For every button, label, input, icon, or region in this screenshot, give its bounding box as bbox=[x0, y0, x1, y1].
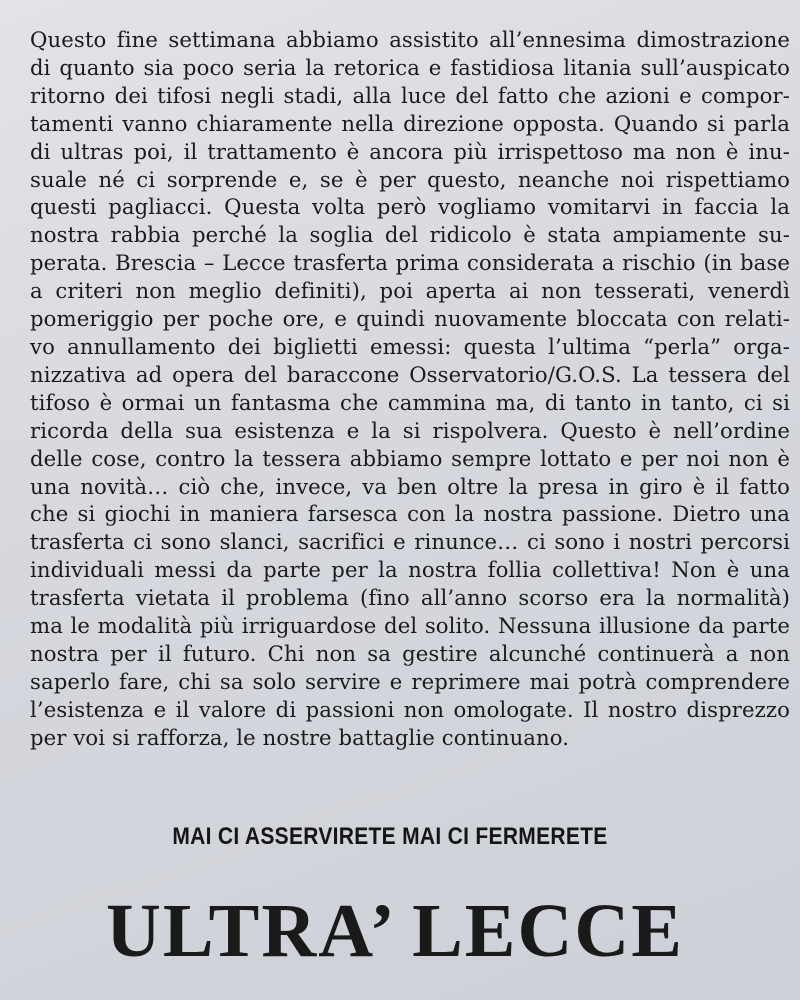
text-line: ritorno dei tifosi negli stadi, alla luce del fatto che azioni e compor- bbox=[30, 82, 790, 108]
text-line: tamenti vanno chiaramente nella direzione opposta. Quando si parla bbox=[30, 110, 790, 136]
text-line: ricorda della sua esistenza e la si rispolvera. Questo è nell’ordine bbox=[30, 417, 790, 443]
text-line: suale né ci sorprende e, se è per questo, neanche noi rispettiamo bbox=[30, 166, 790, 192]
text-line: delle cose, contro la tessera abbiamo sempre lottato e per noi non è bbox=[30, 445, 790, 471]
text-line: perata. Brescia – Lecce trasferta prima considerata a rischio (in base bbox=[30, 250, 790, 276]
text-line: trasferta vietata il problema (fino all’anno scorso era la normalità) bbox=[30, 585, 790, 611]
body-text bbox=[30, 26, 790, 752]
text-line: di ultras poi, il trattamento è ancora più irrispettoso ma non è inu- bbox=[30, 138, 790, 164]
text-line: vo annullamento dei biglietti emessi: questa l’ultima “perla” orga- bbox=[30, 333, 790, 359]
text-line: saperlo fare, chi sa solo servire e reprimere mai potrà comprendere bbox=[30, 668, 790, 694]
signature-title: ULTRA’ LECCE bbox=[106, 889, 684, 973]
text-line: pomeriggio per poche ore, e quindi nuovamente bloccata con relati- bbox=[30, 306, 790, 332]
text-line: nostra rabbia perché la soglia del ridicolo è stata ampiamente su- bbox=[30, 222, 790, 248]
text-line: nostra per il futuro. Chi non sa gestire alcunché continuerà a non bbox=[30, 640, 790, 666]
text-line: trasferta ci sono slanci, sacrifici e rinunce… ci sono i nostri percorsi bbox=[30, 529, 790, 555]
slogan-heading: MAI CI ASSERVIRETE MAI CI FERMERETE bbox=[172, 823, 608, 850]
text-line: nizzativa ad opera del baraccone Osservatorio/G.O.S. La tessera del bbox=[30, 361, 790, 387]
text-line: che si giochi in maniera farsesca con la nostra passione. Dietro una bbox=[30, 501, 790, 527]
text-line: Questo fine settimana abbiamo assistito all’ennesima dimostrazione bbox=[30, 27, 790, 52]
text-line: tifoso è ormai un fantasma che cammina ma, di tanto in tanto, ci si bbox=[30, 389, 790, 415]
text-line-last: per voi si rafforza, le nostre battaglie continuano. bbox=[30, 724, 570, 750]
text-line: una novità… ciò che, invece, va ben oltre la presa in giro è il fatto bbox=[30, 473, 790, 499]
text-line: individuali messi da parte per la nostra follia collettiva! Non è una bbox=[30, 557, 790, 583]
text-line: questi pagliacci. Questa volta però vogliamo vomitarvi in faccia la bbox=[30, 194, 790, 220]
text-line: l’esistenza e il valore di passioni non omologate. Il nostro disprezzo bbox=[30, 696, 790, 722]
text-line: ma le modalità più irriguardose del solito. Nessuna illusione da parte bbox=[30, 613, 790, 639]
text-line: di quanto sia poco seria la retorica e fastidiosa litania sull’auspicato bbox=[30, 54, 790, 80]
text-line: a criteri non meglio definiti), poi aperta ai non tesserati, venerdì bbox=[30, 278, 790, 304]
